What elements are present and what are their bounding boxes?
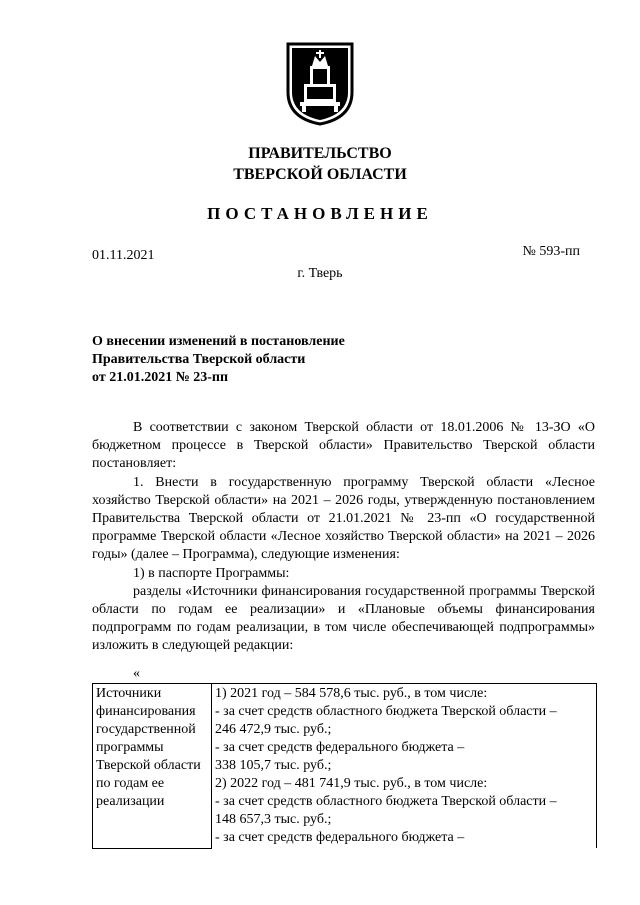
government-title-line2: ТВЕРСКОЙ ОБЛАСТИ — [233, 166, 407, 183]
value-line: 1) 2021 год – 584 578,6 тыс. руб., в том числе: — [215, 686, 488, 701]
document-body — [92, 419, 595, 656]
document-subject — [92, 333, 345, 387]
coat-of-arms-icon — [284, 40, 356, 126]
value-line: - за счет средств областного бюджета Тверской области – — [215, 794, 557, 809]
body-paragraph: В соответствии с законом Тверской области от 18.01.2006 № 13-ЗО «О бюджетном процессе в Тверской области» Правительство Тверской области постановляет: — [92, 420, 595, 472]
value-line: 148 657,3 тыс. руб.; — [215, 812, 332, 827]
body-paragraph: разделы «Источники финансирования государственной программы Тверской области по годам ее реализации» и «Плановые объемы финансирования подпрограмм по годам реализации, в том числе обеспечивающей подпрограммы» изложить в следующей редакции: — [92, 583, 595, 654]
subject-line: Правительства Тверской области — [92, 352, 306, 367]
document-date: 01.11.2021 — [92, 248, 155, 263]
value-line: 246 472,9 тыс. руб.; — [215, 722, 332, 737]
value-line: 338 105,7 тыс. руб.; — [215, 758, 332, 773]
table-label-cell — [93, 684, 212, 849]
value-line: - за счет средств областного бюджета Тверской области – — [215, 704, 557, 719]
value-line: - за счет средств федерального бюджета – — [215, 830, 465, 845]
table-row — [93, 684, 597, 849]
document-type: ПОСТАНОВЛЕНИЕ — [207, 204, 433, 223]
label-line: финансирования — [96, 704, 196, 719]
label-line: государственной — [96, 722, 196, 737]
subject-line: от 21.01.2021 № 23-пп — [92, 370, 229, 385]
value-line: - за счет средств федерального бюджета – — [215, 740, 465, 755]
government-title-line1: ПРАВИТЕЛЬСТВО — [248, 145, 392, 162]
label-line: Тверской области — [96, 758, 201, 773]
document-city: г. Тверь — [297, 266, 343, 281]
opening-quote: « — [133, 666, 140, 681]
body-paragraph: 1) в паспорте Программы: — [133, 565, 290, 581]
body-paragraph: 1. Внести в государственную программу Тверской области «Лесное хозяйство Тверской области» на 2021 – 2026 годы, утвержденную постановлением Правительства Тверской области от 21.01.2021 № 23-пп «О государственной программе Тверской области «Лесное хозяйство Тверской области» на 2021 – 2026 годы» (далее – Программа), следующие изменения: — [92, 474, 595, 563]
document-number: № 593-пп — [522, 244, 580, 259]
financing-table — [92, 683, 597, 849]
value-line: 2) 2022 год – 481 741,9 тыс. руб., в том числе: — [215, 776, 488, 791]
table-value-cell — [212, 684, 597, 849]
label-line: по годам ее — [96, 776, 165, 791]
subject-line: О внесении изменений в постановление — [92, 334, 345, 349]
label-line: реализации — [96, 794, 165, 809]
label-line: Источники — [96, 686, 162, 701]
label-line: программы — [96, 740, 164, 755]
